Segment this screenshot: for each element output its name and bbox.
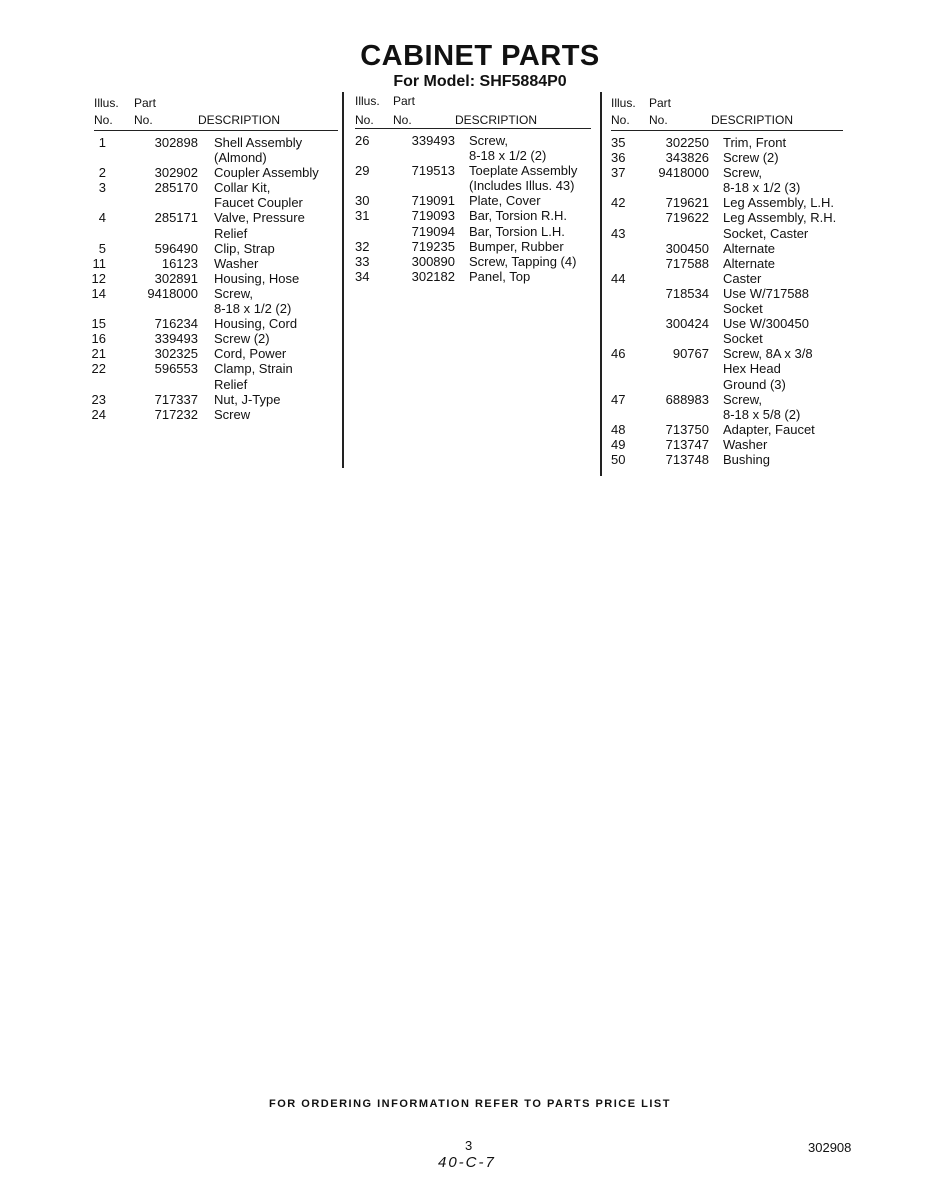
- part-row: [91, 285, 338, 317]
- part-row: [611, 241, 843, 256]
- description-line: Relief: [214, 225, 248, 241]
- part-row: [94, 180, 338, 210]
- description-line: Clamp, Strain: [214, 361, 293, 377]
- part-number: 90767: [672, 346, 709, 362]
- part-description: [214, 180, 338, 210]
- description-line: Collar Kit,: [214, 180, 271, 196]
- part-number: 688983: [665, 391, 709, 407]
- part-description: [214, 361, 338, 391]
- part-row: [611, 452, 843, 467]
- description-line: Coupler Assembly: [214, 165, 319, 181]
- part-row: [611, 226, 843, 241]
- parts-rows: [355, 133, 591, 284]
- part-row: [355, 208, 591, 223]
- part-description: [469, 254, 591, 269]
- part-row: [611, 437, 843, 452]
- column-header: [94, 96, 338, 131]
- part-description: [723, 256, 843, 271]
- header-illus: Illus.: [355, 94, 380, 108]
- part-description: [723, 150, 843, 165]
- part-row: [611, 195, 843, 210]
- part-row: [611, 422, 843, 437]
- header-part-no: No.: [649, 113, 668, 127]
- illus-number: 32: [355, 238, 370, 254]
- illus-number: 4: [98, 210, 106, 226]
- description-line: Bar, Torsion L.H.: [469, 223, 565, 239]
- part-row: [611, 165, 843, 195]
- illus-number: 14: [91, 285, 106, 301]
- part-number: 717337: [154, 391, 198, 407]
- part-number: 719622: [665, 210, 709, 226]
- part-row: [355, 254, 591, 269]
- part-description: [469, 239, 591, 254]
- illus-number: 34: [355, 268, 370, 284]
- description-line: Socket, Caster: [723, 225, 809, 241]
- part-description: [214, 135, 338, 165]
- part-description: [723, 392, 843, 422]
- description-line: Housing, Cord: [214, 316, 298, 332]
- part-description: [469, 224, 591, 239]
- part-number: 596490: [154, 240, 198, 256]
- part-description: [469, 208, 591, 223]
- part-row: [91, 391, 338, 407]
- header-part: Part: [393, 94, 416, 108]
- description-line: Use W/717588: [723, 285, 809, 301]
- illus-number: 24: [91, 406, 106, 422]
- illus-number: 15: [91, 316, 106, 332]
- description-line: Clip, Strap: [214, 240, 275, 256]
- part-description: [723, 195, 843, 210]
- illus-number: 33: [355, 253, 370, 269]
- description-line: 8-18 x 1/2 (2): [214, 301, 292, 317]
- part-description: [214, 271, 338, 286]
- part-number: 9418000: [658, 165, 709, 181]
- header-illus: Illus.: [611, 96, 636, 110]
- part-row: [91, 270, 338, 286]
- part-number: 9418000: [147, 285, 198, 301]
- part-number: 300450: [665, 240, 709, 256]
- description-line: Bushing: [723, 451, 770, 467]
- part-row: [91, 331, 338, 347]
- part-description: [214, 316, 338, 331]
- part-description: [214, 392, 338, 407]
- header-illus-no: No.: [611, 113, 630, 127]
- part-number: 302325: [154, 346, 198, 362]
- description-line: Valve, Pressure: [214, 210, 305, 226]
- part-row: [611, 210, 843, 225]
- description-line: Washer: [723, 436, 768, 452]
- parts-rows: [611, 135, 843, 467]
- part-row: [355, 269, 591, 284]
- part-number: 719093: [411, 208, 455, 224]
- part-number: 339493: [411, 133, 455, 148]
- part-row: [611, 316, 843, 346]
- part-number: 302902: [154, 165, 198, 181]
- description-line: Washer: [214, 255, 259, 271]
- part-description: [723, 210, 843, 225]
- header-illus-no: No.: [94, 113, 113, 127]
- part-row: [94, 241, 338, 256]
- page-title: CABINET PARTS: [360, 40, 600, 72]
- description-line: Screw (2): [723, 150, 779, 166]
- part-number: 302891: [154, 270, 198, 286]
- description-line: Housing, Hose: [214, 270, 300, 286]
- part-description: [723, 241, 843, 256]
- part-number: 302182: [411, 268, 455, 284]
- part-row: [94, 165, 338, 180]
- part-description: [469, 133, 591, 163]
- part-number: 719235: [411, 238, 455, 254]
- description-line: Bar, Torsion R.H.: [469, 208, 568, 224]
- part-description: [723, 226, 843, 241]
- part-description: [214, 407, 338, 422]
- part-row: [355, 163, 591, 193]
- parts-rows: [91, 135, 338, 422]
- description-line: Adapter, Faucet: [723, 421, 815, 437]
- description-line: Screw,: [469, 133, 509, 148]
- description-line: Plate, Cover: [469, 193, 541, 209]
- part-row: [611, 135, 843, 150]
- part-description: [723, 346, 843, 391]
- part-number: 719513: [411, 163, 455, 179]
- part-row: [611, 271, 843, 286]
- illus-number: 31: [355, 208, 370, 224]
- part-description: [723, 437, 843, 452]
- illus-number: 3: [98, 180, 106, 196]
- description-line: Leg Assembly, L.H.: [723, 195, 835, 211]
- illus-number: 22: [91, 361, 106, 377]
- part-number: 717232: [154, 406, 198, 422]
- part-description: [723, 452, 843, 467]
- part-number: 596553: [154, 361, 198, 377]
- part-row: [355, 193, 591, 208]
- part-description: [214, 286, 338, 316]
- header-part: Part: [134, 96, 157, 110]
- illus-number: 35: [611, 135, 626, 150]
- description-line: Cord, Power: [214, 346, 287, 362]
- illus-number: 16: [91, 331, 106, 347]
- part-number: 300890: [411, 253, 455, 269]
- description-line: Screw: [214, 406, 251, 422]
- part-number: 302250: [665, 135, 709, 150]
- illus-number: 12: [91, 270, 106, 286]
- description-line: Screw, Tapping (4): [469, 253, 577, 269]
- description-line: Alternate: [723, 240, 776, 256]
- part-description: [469, 193, 591, 208]
- part-row: [611, 256, 843, 271]
- part-row: [91, 316, 338, 332]
- header-part-no: No.: [134, 113, 153, 127]
- column-header: [355, 94, 591, 129]
- description-line: Use W/300450: [723, 316, 809, 332]
- part-description: [723, 135, 843, 150]
- part-number: 719621: [665, 195, 709, 211]
- description-line: Alternate: [723, 255, 776, 271]
- ordering-footer: FOR ORDERING INFORMATION REFER TO PARTS PRICE LIST: [269, 1098, 671, 1110]
- part-row: [94, 135, 338, 165]
- description-line: 8-18 x 1/2 (3): [723, 180, 801, 196]
- part-description: [214, 256, 338, 271]
- part-number: 716234: [154, 316, 198, 332]
- column-divider: [342, 92, 344, 468]
- part-description: [723, 316, 843, 346]
- part-row: [94, 210, 338, 240]
- description-line: Socket: [723, 331, 763, 347]
- part-description: [723, 271, 843, 286]
- illus-number: 36: [611, 150, 626, 166]
- description-line: Ground (3): [723, 376, 786, 392]
- description-line: Nut, J-Type: [214, 391, 281, 407]
- illus-number: 43: [611, 225, 626, 241]
- illus-number: 23: [91, 391, 106, 407]
- column-header: [611, 96, 843, 131]
- header-part: Part: [649, 96, 672, 110]
- part-number: 717588: [665, 255, 709, 271]
- description-line: (Includes Illus. 43): [469, 178, 575, 194]
- part-description: [723, 165, 843, 195]
- description-line: Toeplate Assembly: [469, 163, 578, 179]
- page-number: 3: [465, 1138, 473, 1153]
- header-description: DESCRIPTION: [711, 113, 794, 127]
- part-number: 713750: [665, 421, 709, 437]
- description-line: Caster: [723, 270, 762, 286]
- part-row: [611, 346, 843, 391]
- description-line: 8-18 x 1/2 (2): [469, 148, 547, 164]
- description-line: Bumper, Rubber: [469, 238, 564, 254]
- part-number: 302898: [154, 135, 198, 150]
- part-row: [91, 346, 338, 362]
- illus-number: 50: [611, 451, 626, 467]
- description-line: Panel, Top: [469, 268, 531, 284]
- part-row: [611, 392, 843, 422]
- part-row: [94, 256, 338, 271]
- description-line: (Almond): [214, 150, 267, 166]
- header-description: DESCRIPTION: [455, 113, 538, 127]
- part-row: [611, 286, 843, 316]
- description-line: Socket: [723, 301, 763, 317]
- illus-number: 1: [98, 135, 106, 150]
- part-description: [214, 165, 338, 180]
- illus-number: 47: [611, 391, 626, 407]
- illus-number: 42: [611, 195, 626, 211]
- part-number: 719094: [411, 223, 455, 239]
- header-description: DESCRIPTION: [198, 113, 281, 127]
- part-description: [723, 422, 843, 437]
- description-line: Relief: [214, 376, 248, 392]
- part-number: 285170: [154, 180, 198, 196]
- illus-number: 11: [92, 255, 106, 271]
- document-number: 302908: [808, 1140, 852, 1155]
- column-divider: [600, 92, 602, 476]
- illus-number: 21: [91, 346, 106, 362]
- part-description: [214, 241, 338, 256]
- illus-number: 2: [98, 165, 106, 181]
- illus-number: 29: [355, 163, 370, 179]
- handwritten-note: 40-C-7: [438, 1154, 496, 1171]
- part-number: 300424: [665, 316, 709, 332]
- part-description: [723, 286, 843, 316]
- part-row: [91, 361, 338, 392]
- model-subtitle: For Model: SHF5884P0: [393, 73, 567, 90]
- description-line: Screw,: [723, 165, 763, 181]
- description-line: Screw,: [214, 285, 254, 301]
- part-row: [355, 133, 591, 163]
- part-description: [214, 346, 338, 361]
- header-part-no: No.: [393, 113, 412, 127]
- header-illus: Illus.: [94, 96, 119, 110]
- part-row: [91, 406, 338, 422]
- part-description: [469, 163, 591, 193]
- description-line: Screw,: [723, 391, 763, 407]
- illus-number: 30: [355, 193, 370, 209]
- part-number: 285171: [154, 210, 198, 226]
- part-number: 719091: [411, 193, 455, 209]
- description-line: Leg Assembly, R.H.: [723, 210, 837, 226]
- illus-number: 49: [611, 436, 626, 452]
- description-line: Hex Head: [723, 361, 781, 377]
- description-line: Screw (2): [214, 331, 270, 347]
- description-line: Faucet Coupler: [214, 195, 303, 211]
- description-line: Trim, Front: [723, 135, 787, 150]
- part-row: [355, 224, 591, 239]
- part-number: 718534: [665, 285, 709, 301]
- illus-number: 44: [611, 270, 626, 286]
- part-description: [214, 210, 338, 240]
- illus-number: 26: [355, 133, 370, 148]
- part-number: 16123: [161, 255, 198, 271]
- illus-number: 5: [98, 240, 106, 256]
- description-line: Shell Assembly: [214, 135, 303, 150]
- illus-number: 48: [611, 421, 626, 437]
- part-description: [214, 331, 338, 346]
- part-row: [355, 239, 591, 254]
- part-number: 713747: [665, 436, 709, 452]
- illus-number: 37: [611, 165, 626, 181]
- part-number: 343826: [665, 150, 709, 166]
- part-row: [611, 150, 843, 165]
- part-number: 713748: [665, 451, 709, 467]
- illus-number: 46: [611, 346, 626, 362]
- header-illus-no: No.: [355, 113, 374, 127]
- description-line: Screw, 8A x 3/8: [723, 346, 813, 362]
- part-number: 339493: [154, 331, 198, 347]
- description-line: 8-18 x 5/8 (2): [723, 406, 801, 422]
- part-description: [469, 269, 591, 284]
